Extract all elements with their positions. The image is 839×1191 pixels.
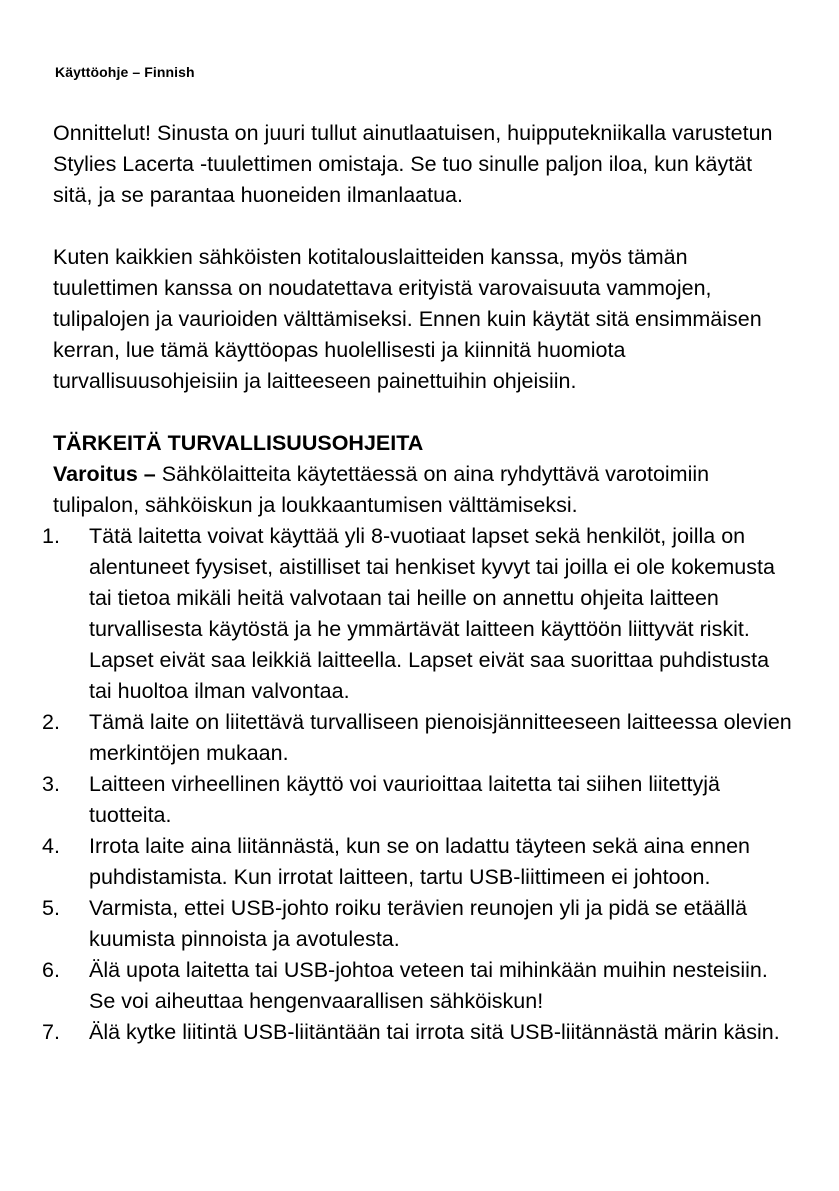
list-item-number: 5. — [42, 896, 60, 920]
safety-instructions-list — [42, 521, 793, 1048]
list-item-number: 1. — [42, 524, 60, 548]
document-body — [42, 118, 793, 1048]
list-item — [42, 831, 793, 893]
intro-paragraph-1: Onnittelut! Sinusta on juuri tullut ainutlaatuisen, huipputekniikalla varustetun Stylies Lacerta -tuulettimen omistaja. Se tuo sinulle paljon iloa, kun käytät sitä, ja se parantaa huoneiden ilmanlaatua. — [53, 121, 773, 207]
warning-label: Varoitus – — [53, 462, 156, 486]
document-header: Käyttöohje – Finnish — [55, 64, 195, 80]
list-item-number: 6. — [42, 958, 60, 982]
list-item-text: Laitteen virheellinen käyttö voi vaurioittaa laitetta tai siihen liitettyjä tuotteita. — [89, 772, 721, 827]
intro-paragraph-2: Kuten kaikkien sähköisten kotitalouslaitteiden kanssa, myös tämän tuulettimen kanssa on noudatettava erityistä varovaisuuta vammojen, tulipalojen ja vaurioiden välttämiseksi. Ennen kuin käytät sitä ensimmäisen kerran, lue tämä käyttöopas huolellisesti ja kiinnitä huomiota turvallisuusohjeisiin ja laitteeseen painettuihin ohjeisiin. — [53, 245, 762, 393]
list-item-text: Tätä laitetta voivat käyttää yli 8-vuotiaat lapset sekä henkilöt, joilla on alentuneet fyysiset, aistilliset tai henkiset kyvyt tai joilla ei ole kokemusta tai tietoa mikäli heitä valvotaan tai heille on annettu ohjeita laitteen turvallisesta käytöstä ja he ymmärtävät laitteen käyttöön liittyvät riskit. — [89, 524, 775, 641]
list-item — [42, 521, 793, 707]
safety-warning — [53, 459, 793, 521]
warning-text: Sähkölaitteita käytettäessä on aina ryhdyttävä varotoimiin tulipalon, sähköiskun ja loukkaantumisen välttämiseksi. — [53, 462, 710, 517]
safety-heading: TÄRKEITÄ TURVALLISUUSOHJEITA — [53, 431, 424, 455]
list-item — [42, 955, 793, 1017]
list-item — [42, 1017, 793, 1048]
list-item-text: Älä kytke liitintä USB-liitäntään tai irrota sitä USB-liitännästä märin käsin. — [89, 1020, 780, 1044]
list-item-number: 3. — [42, 772, 60, 796]
list-item-text-continued: Lapset eivät saa leikkiä laitteella. Lapset eivät saa suorittaa puhdistusta tai huoltoa ilman valvontaa. — [89, 648, 770, 703]
list-item-text: Varmista, ettei USB-johto roiku terävien reunojen yli ja pidä se etäällä kuumista pinnoista ja avotulesta. — [89, 896, 748, 951]
list-item — [42, 707, 793, 769]
list-item-number: 2. — [42, 710, 60, 734]
list-item-number: 7. — [42, 1020, 60, 1044]
list-item — [42, 893, 793, 955]
list-item-text: Irrota laite aina liitännästä, kun se on ladattu täyteen sekä aina ennen puhdistamista. Kun irrotat laitteen, tartu USB-liittimeen ei johtoon. — [89, 834, 750, 889]
list-item — [42, 769, 793, 831]
list-item-text: Älä upota laitetta tai USB-johtoa veteen tai mihinkään muihin nesteisiin. Se voi aiheuttaa hengenvaarallisen sähköiskun! — [89, 958, 768, 1013]
list-item-number: 4. — [42, 834, 60, 858]
list-item-text: Tämä laite on liitettävä turvalliseen pienoisjännitteeseen laitteessa olevien merkintöjen mukaan. — [89, 710, 792, 765]
